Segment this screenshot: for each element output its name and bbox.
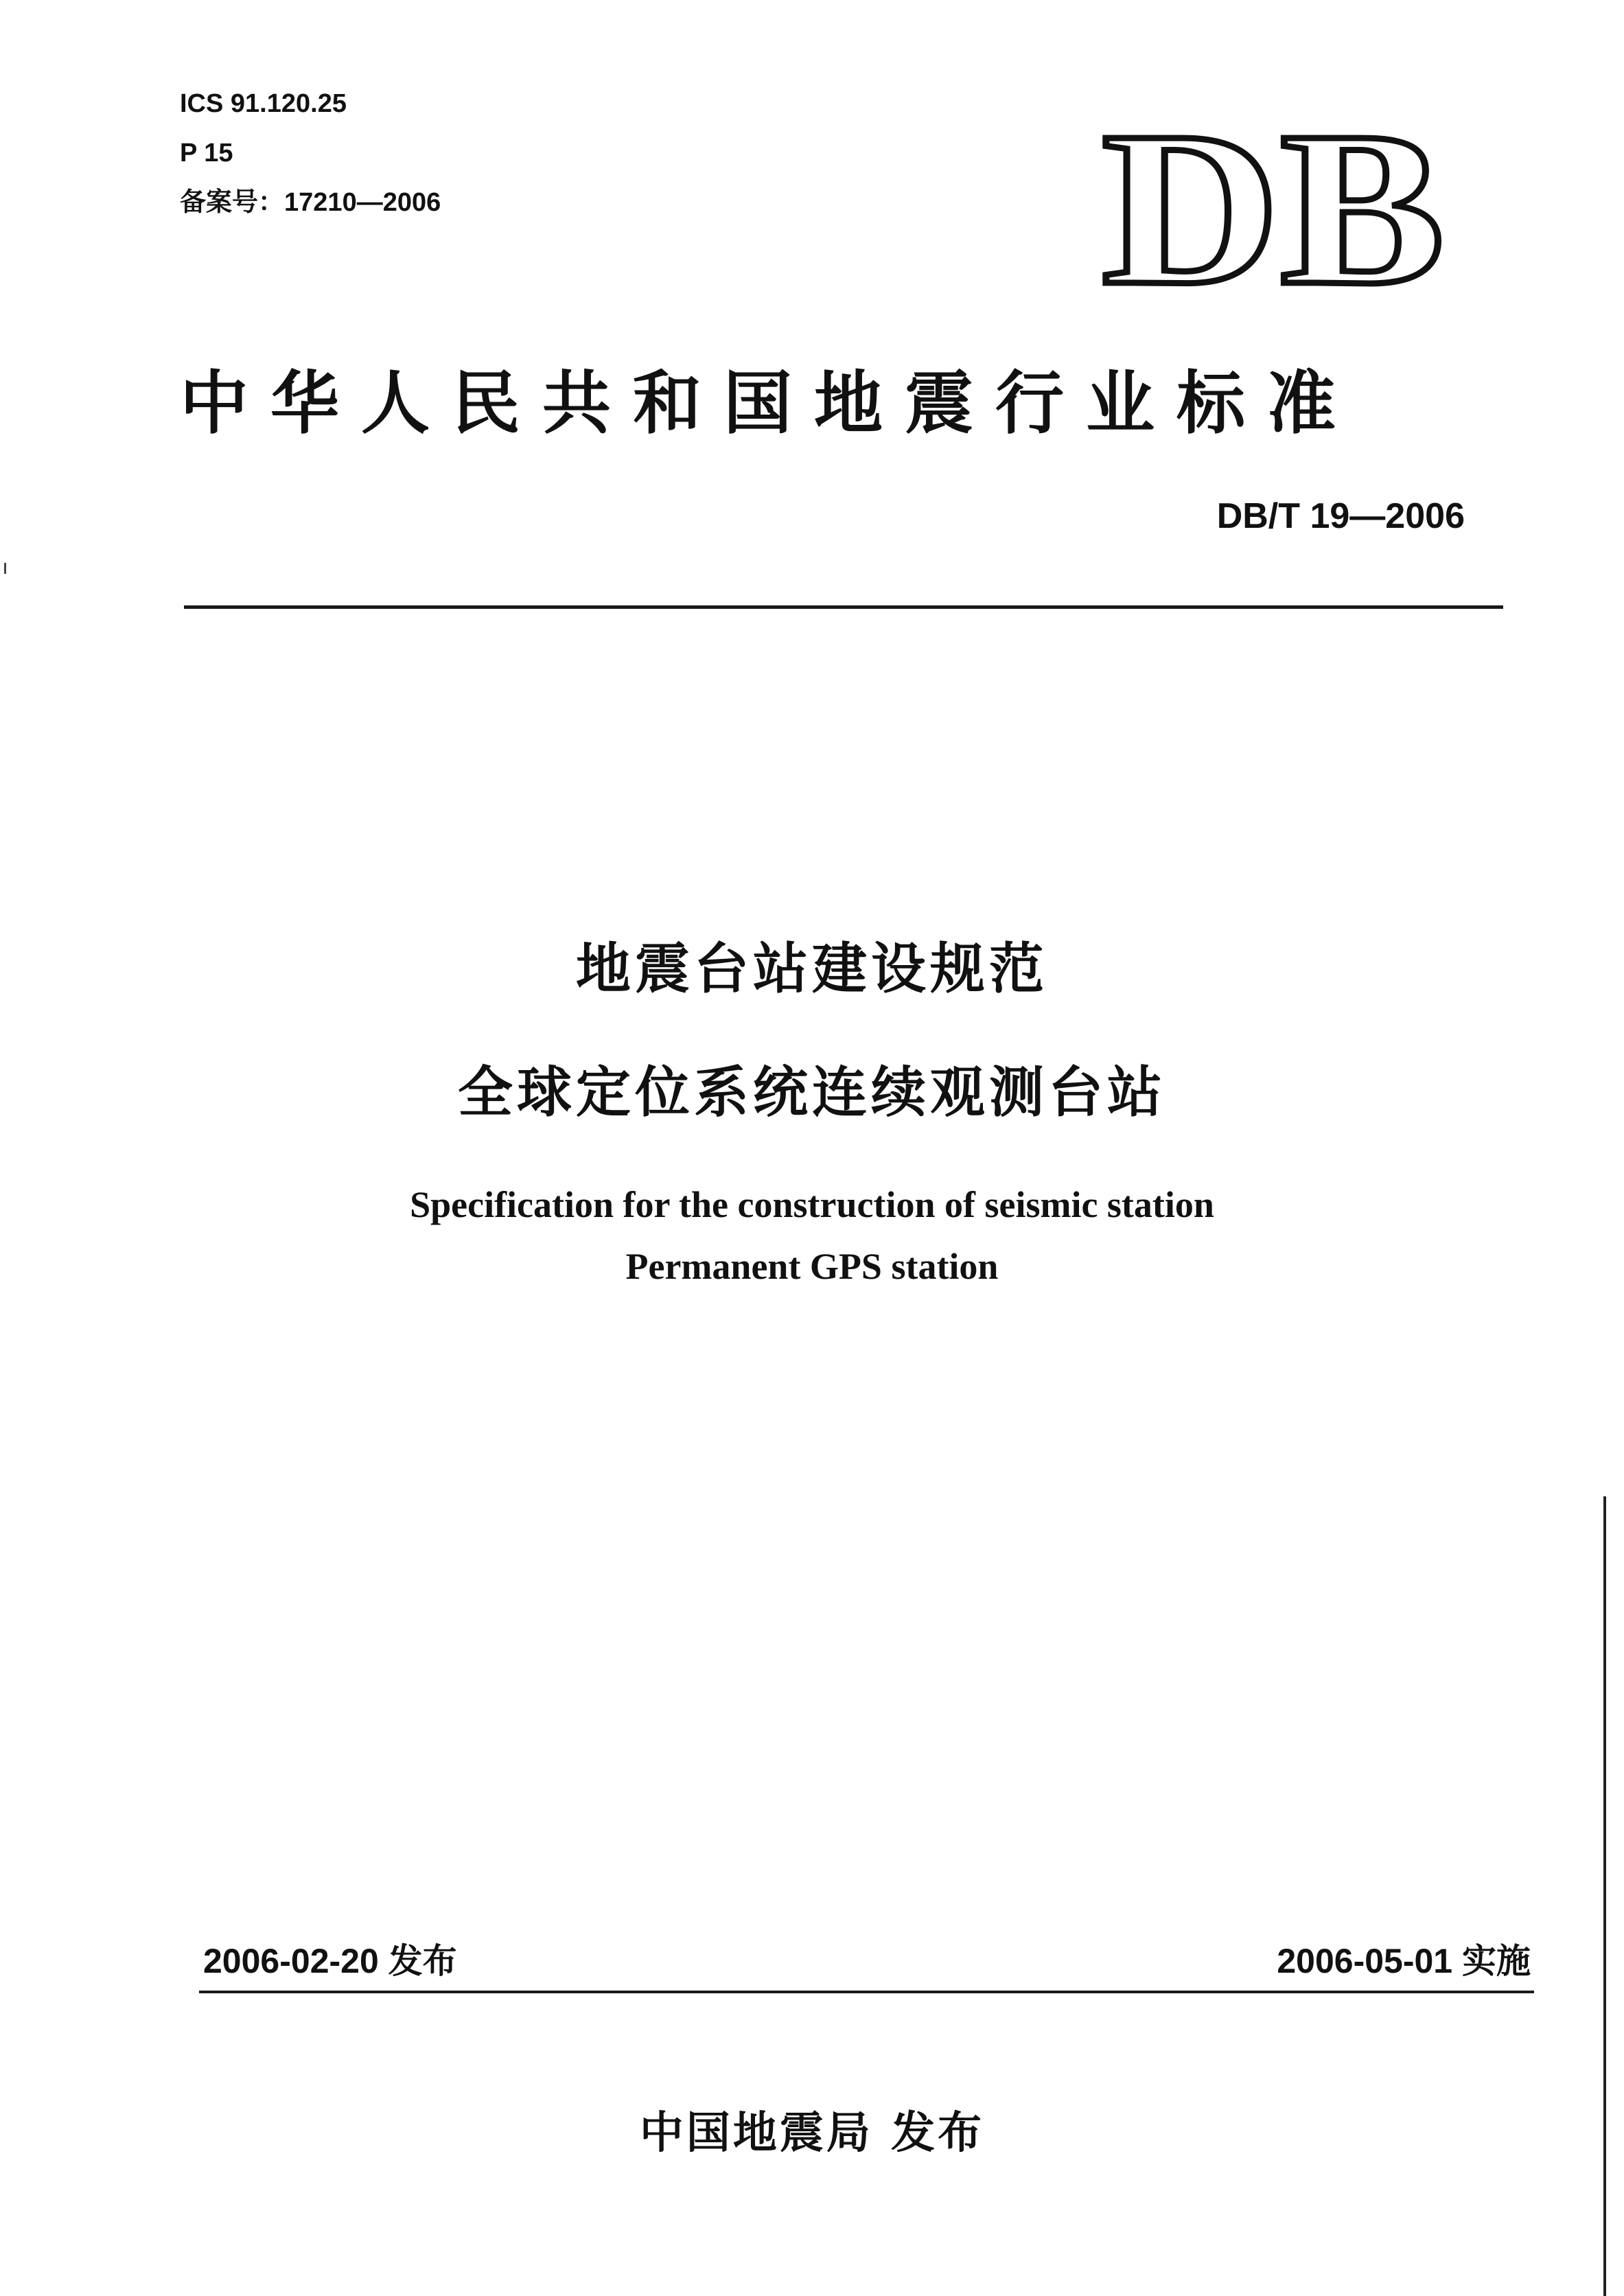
record-label: 备案号	[180, 188, 259, 217]
scan-edge-line	[1603, 1496, 1606, 2296]
issue-date: 2006-02-20 发布	[203, 1942, 457, 1980]
ics-code: ICS 91.120.25	[180, 89, 347, 118]
db-logo-text: DB	[1102, 110, 1445, 295]
implementation-date: 2006-05-01 实施	[1277, 1942, 1531, 1980]
title-en-line2: Permanent GPS station	[625, 1246, 999, 1287]
scan-edge-mark	[4, 563, 6, 574]
title-cn-line1: 地震台站建设规范	[576, 937, 1048, 1001]
record-value: 17210—2006	[284, 188, 441, 217]
header-divider	[184, 605, 1503, 609]
title-en-line1: Specification for the construction of seismic station	[410, 1184, 1214, 1225]
classification-code: P 15	[180, 139, 233, 167]
date-divider	[199, 1991, 1534, 1993]
standard-category: 中华人民共和国地震行业标准	[180, 362, 1358, 443]
standard-number: DB/T 19—2006	[1216, 496, 1465, 536]
title-cn-line2: 全球定位系统连续观测台站	[458, 1060, 1166, 1124]
db-logo	[1095, 110, 1452, 295]
publisher: 中国地震局 发布	[639, 2107, 985, 2159]
record-number: 备案号：17210—2006	[180, 188, 441, 217]
